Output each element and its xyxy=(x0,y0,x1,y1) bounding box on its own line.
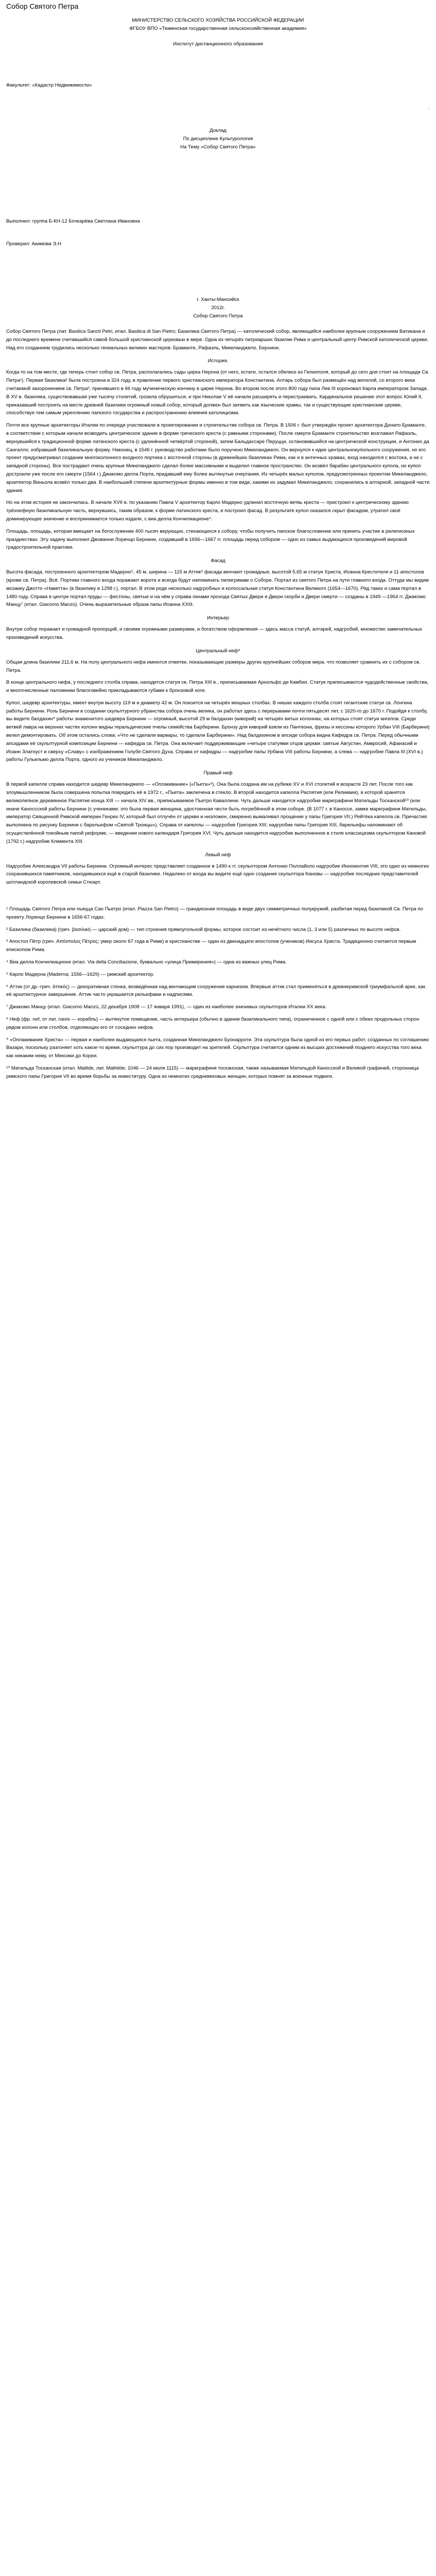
footnote: ² Базилика (базилика) (греч. βασιλική — царский дом) — тип строения прямоугольной формы, которое состоит из нечётного числа (1, 3 или 5) различных по высоте нефов. xyxy=(6,926,401,933)
section-heading: Интерьер xyxy=(207,615,229,621)
section-paragraph: Когда-то на том месте, где теперь стоит собор св. Петра, располагались сады цирка Нерона (от него, кстати, остался обелиск из Гелиополя, который до сего дня стоит на площади Св. Петра¹). Первая базилика² была построена в 324 году, в правление первого христианского императора Константина. Алтарь собора был размещён над могилой, со второго века считаемой захоронением св. Петра³, принявшего в 66 году мученическую кончину в цирке Нерона. Во втором после этого 800 году папа Лев III короновал Карла императором Запада. В XV в. базилика, существовавшая уже тысячу столетий, грозила обрушиться, и при Николае V её начали расширять и перестраивать. Кардинальное решение этот вопрос Юлий II, приказавший построить на месте древней базилики огромный новый собор, который должен был затмить как языческие храмы, так и существующие христианские церкви, способствуя тем самым укреплению папского государства и распространению влияния католицизма. xyxy=(6,369,430,416)
university-line: ФГБОУ ВПО «Тюменская государственная сельскохозяйственная академия» xyxy=(129,26,307,31)
footnotes-container xyxy=(6,905,430,1081)
year-line: 2012г. xyxy=(211,305,225,311)
discipline-line: По дисциплине Культурология xyxy=(183,136,253,142)
footnote: ¹ Площадь Святого Петра или пьяцца Сан Пьетро (итал. Piazza San Pietro) — грандиозная площадь в виде двух симметричных полукружий, разбитая перед базиликой Св. Петра по проекту Лоренцо Бернини в 1656-67 годах. xyxy=(6,906,424,920)
sections-container xyxy=(6,357,430,887)
footnote: ⁸ Неф (фр. nef, от лат. navis — корабль) — вытянутое помещение, часть интерьера (обычно в здании базиликального типа), ограниченное с одной или с обеих продольных сторон рядом колонн или столбов, отделяющих его от соседних нефов. xyxy=(6,1016,420,1030)
section-heading: Центральный неф⁸ xyxy=(196,648,240,654)
footnote: ⁵ Карло Мадерна (Maderna; 1556—1629) — римский архитектор. xyxy=(6,971,155,977)
section-paragraph: Почти все крупные архитекторы Италии по очереди участвовали в проектировании и строительстве собора св. Петра. В 1506 г. был утверждён проект архитектора Донато Браманте, в соответствии с которым начали возводить центрическое здание в форме греческого креста (с равными сторонами). После смерти Браманте строительство возглавил Рафаэль, вернувшийся к традиционной форме латинского креста (с удлинённой четвёртой стороной), затем Бальдассаре Перуцци, остановившийся на центрической конструкции, и Антонио да Сангалло, избравший базиликальную форму. Наконец, в 1546 г. руководство работами было поручено Микеланджело. Он вернулся к идее центральнокупольного сооружения, но его проект предусматривал создание многоколонного входного портика с восточной стороны (в древнейших базиликах Рима, как и в античных храмах, вход находился с востока, а не с западной стороны). Все пострадают очень крупные Микеланджело сделал более массивными и выделил главное пространство. Он возвёл барабан центрального купола, но купол достроили уже после его смерти (1564 г.) Джакомо делла Порта, придавший ему более вытянутые очертания. Из четырёх малых куполов, предусмотренных проектом Микеланджело, архитектор Виньола возвёл только два. В наибольшей степени архитектурные формы именно в том виде, какими их задумал Микеланджело, сохранились в алтарной, западной части здания. xyxy=(6,422,430,494)
separator-dot: . xyxy=(428,105,430,111)
institute-line: Институт дистанционного образования xyxy=(173,41,263,47)
section-heading: Правый неф xyxy=(203,770,233,776)
section-paragraph: Общая длина базилики 211,6 м. На полу центрального нефа имеются отметки, показывающие размеры других крупнейших соборов мира, что позволяет сравнить их с собором св. Петра. xyxy=(6,659,421,673)
ministry-line: МИНИСТЕРСТВО СЕЛЬСКОГО ХОЗЯЙСТВА РОССИЙСКОЙ ФЕДЕРАЦИИ xyxy=(132,18,304,23)
footnote: ⁶ Аттик (от др.-греч. ἀττικός) — декоративная стенка, возведённая над венчающим сооружение карнизом. Впервые аттик стал применяться в древнеримской триумфальной арке, как её архитектурное завершение. Аттик часто украшается рельефами и надписями. xyxy=(6,984,426,998)
footnote: ⁷ Джакомо Манцу (итал. Giacomo Manzù, 22 декабря 1908 — 17 января 1991), — один из наиболее значимых скульпторов Италии XX века. xyxy=(6,1004,327,1010)
section-paragraph: Высота фасада, построенного архитектором Мадерно⁵, 45 м, ширина — 115 м Аттик⁶ фасада венчают громадные, высотой 5,65 м статуи Христа, Иоанна Крестителя и 11 апостолов (кроме св. Петра). Всё. Портики главного входа поражают ворота и всегда будут напоминать пилигримам о Соборе. Портал из святого Петра на пути главного входа. Оттуда мы видим мозаику Джотто «Наветта» (в базилику в 1298 г.), портал. В этом роде несколько надгробных и колоссальная статуя Константина Великого (1654—1670). Ряд таких и сама портал в 1480 году. Справа в центре портал пруды — фестоны, святые и на нём у справа окнами прохода Святых Двери и Двери скорби и Двери смерти — созданы в 1949 —1964 гг. Джакомо Манцу⁷ (итал. Giacomo Manzù). Очень выразительные образа папы Иоанна XXIII. xyxy=(6,569,429,608)
faculty-line: Факультет: «Кадастр Недвижимости» xyxy=(6,82,92,88)
intro-paragraph: Собор Святого Петра (лат. Basilica Sancti Petri, итал. Basilica di San Pietro; Базилика Святого Петра) — католический собор, являющийся наиболее крупным сооружением Ватикана и до последнего времени считавшийся самой большой христианской церковью в мире. Одна из четырёх патриарших базилик Рима и центральный центр Римской католической церкви. Над его созданием трудились несколько гениальных великих мастеров: Браманте, Рафаэль, Микеланджело, Бернини. xyxy=(6,329,429,351)
section-paragraph: Надгробие Александра VII работы Бернини. Огромный интерес представляет созданное в 1490-х гг. скульптором Антонио Поллайоло надгробие Иннокентия VIII, это одно из немногих сохранившихся памятников, находившихся ещё в старой базилике. Недалеко от входа вы видите ещё одно создание скульптора Кановы — надгробие последних представителей шотландской королевской семьи Стюарт. xyxy=(6,863,429,886)
section-paragraph: Площадь, площадь, которая вмещает на богослужение 400 тысяч верующих, стекающихся к собору, чтобы получить папское благословение или принять участие в религиозных празднествах. Эту задачу выполнил Джованни Лоренцо Бернини, создавший в 1656—1667 гг. площадь перед собором — одно из самых выдающихся произведений мировой градостроительной практики. xyxy=(6,528,415,551)
section-paragraph: Внутри собор поражает и громадной пропорций, и своими огромными размерами, и богатством оформления — здесь масса статуй, алтарей, надгробий, множество замечательных произведений искусства. xyxy=(6,626,423,640)
performer-line: Выполнил: группа Б-КН-12 Бочкарёва Светлана Ивановна xyxy=(6,218,141,224)
section-paragraph: В первой капелле справа находится шедевр Микеланджело — «Оплакивание» («Пьета»⁸). Она была создана им на рубеже XV и XVI столетий в возрасте 23 лет. После того как злоумышленником была совершена попытка повредить её в 1972 г., «Пьета» заключена в стекло. В второй находится капелла Распятия (или Реликвии), в которой хранятся великолепное деревянное Распятие конца XIII — начала XIV вв., приписываемое Пьетро Каваллини. Чуть дальше находится надгробие маркграфини Матильды Тосканской¹⁰ (или иначе Каноссской работы Бернини (с учениками; это была первая женщина, удостоенная чести быть погребённой в этом соборе. (В 1077 г. в Каноссе, замке маркграфини Матильды, император Священной Римской империи Генрих IV, который был отлучён от церкви и низложен, смиренно вымаливал прощение у папы Григория VII.) Рейтёка капелла св. Причастия выполнена по рисунку Бернини с барельефом «Святой Троицы»). Справа от капеллы — надгробие Григория XIII; надгробие папы Григория XIII, барельефы напоминают об осуществлённой покойным папой реформе, — введении нового календаря Григория XVI. Чуть дальше находится надгробие выполненное в стиле классицизма скульптором Кановой (1792 г.) надгробие Климента XIII. xyxy=(6,782,427,844)
topic-line: На Тему «Собор Святого Петра» xyxy=(180,144,256,150)
doc-heading: Собор Святого Петра xyxy=(193,313,243,319)
footnote: ¹⁰ Матильда Тосканская (итал. Matilde, лат. Mathilde; 1046 — 24 июля 1115) — маркграфиня тосканская, также называемая Матильдой Каносской и Великой графиней, сторонница римского папы Григория VII во время борьбы за инвеституру. Одна из немногих средневековых женщин, которых помнят за военные подвиги. xyxy=(6,1065,419,1079)
section-paragraph: В конце центрального нефа, у последнего столба справа, находится статуя св. Петра XIII в., приписываемая Арнольфо ди Камбио. Статуе приписываются чудодейственные свойства, и многочисленные паломники благоговейно прикладываются губами к бронзовой ноге. xyxy=(6,680,429,694)
section-heading: Левый неф xyxy=(205,852,231,858)
footnote: ⁴ Виа делла Кончилиационе (итал. Via della Conciliazione, буквально «улица Примирения») — одна из важных улиц Рима. xyxy=(6,959,287,965)
footnote: ³ Апостол Пётр (греч. Απόστολος Πέτρος; умер около 67 года в Риме) в христианстве — один из двенадцати апостолов (учеников) Иисуса Христа. Традиционно считается первым епископом Рима. xyxy=(6,939,416,953)
page-title: Собор Святого Петра xyxy=(6,2,79,10)
section-paragraph: Купол, шедевр архитектуры, имеет внутри высоту 119 м и диаметр 42 м. Он покоится на четырёх мощных столбах. В нишах каждого столба стоят гигантские статуи св. Лонгина работы Бернини. Роль Бернини в создании скульптурного убранства собора очень велика, он работал здесь с перерывами почти пятьдесят лет, с 1620-го до 1670 г. Подойдя к столбу, вы видите балдахин⁹ работы знаменитого шедевра Бернини — огромный, высотой 29 м балдахин (киворий) на четырёх витых колоннах, на которых стоят статуи ангелов. Среди ветвей лавра на верхних частях колонн видны геральдические пчелы семейства Барберини. Бронзу для киворий взяли из Пантеона, фризы и кессоны которого Урбан VIII (Барберини) велел демонтировать. Об этом остались слова: «Что не сделали варвары, то сделали Барберини». Над балдахином в апсиде собора видна Кафедра св. Петра. Перед обычными апсидами её скульптурной композиции Бернини — кафедра св. Петра. Она включает поддерживающие «четыре статуями отцов церкви: святые Августин, Амвросий, Афанасий и Иоанн Златоуст и сверху «Славу» с изображением Голубя Святого Духа. Справа от кафедры — надгробие папы Урбана VIII работы Бернини, а слева — надгробие Павла III (XVI в.) работы Гульельмо делла Порта, одного из учеников Микеланджело. xyxy=(6,700,430,763)
document-page xyxy=(0,2,436,2576)
doc-type: Доклад xyxy=(210,128,226,133)
checker-line: Проверил: Акимова Э.Н xyxy=(6,241,61,247)
section-heading: Фасад xyxy=(211,558,225,564)
city-line: г. Ханты-Мансийск xyxy=(197,297,239,302)
section-paragraph: Но на этом история не закончилась. В начале XVII в. по указанию Павла V архитектор Карло Мадерно удлинил восточную ветвь креста — пристроил к центрическому зданию трёхнефную базиликальную часть, вернувшись, таким образом, к форме латинского креста, и построил фасад. В результате купол оказался скрыт фасадом, утратил своё доминирующее значение и воспринимается только издали, с виа делла Кончилиационе⁴. xyxy=(6,500,409,522)
footnote: ⁹ «Оплакивание Христа» — первая и наиболее выдающаяся пьета, созданная Микеланджело Буонарроти. Эта скульптура была одной из его первых работ, созданных по соглашению Вазари, поскольку разгоняет хоть какое-то время, скульптура до сих пор производит на зрителей. Скульптура считается одним из высших достижений позднего искусства того века как никаким нему, от Мексики до Кореи. xyxy=(6,1037,429,1059)
section-heading: История. xyxy=(207,358,229,364)
